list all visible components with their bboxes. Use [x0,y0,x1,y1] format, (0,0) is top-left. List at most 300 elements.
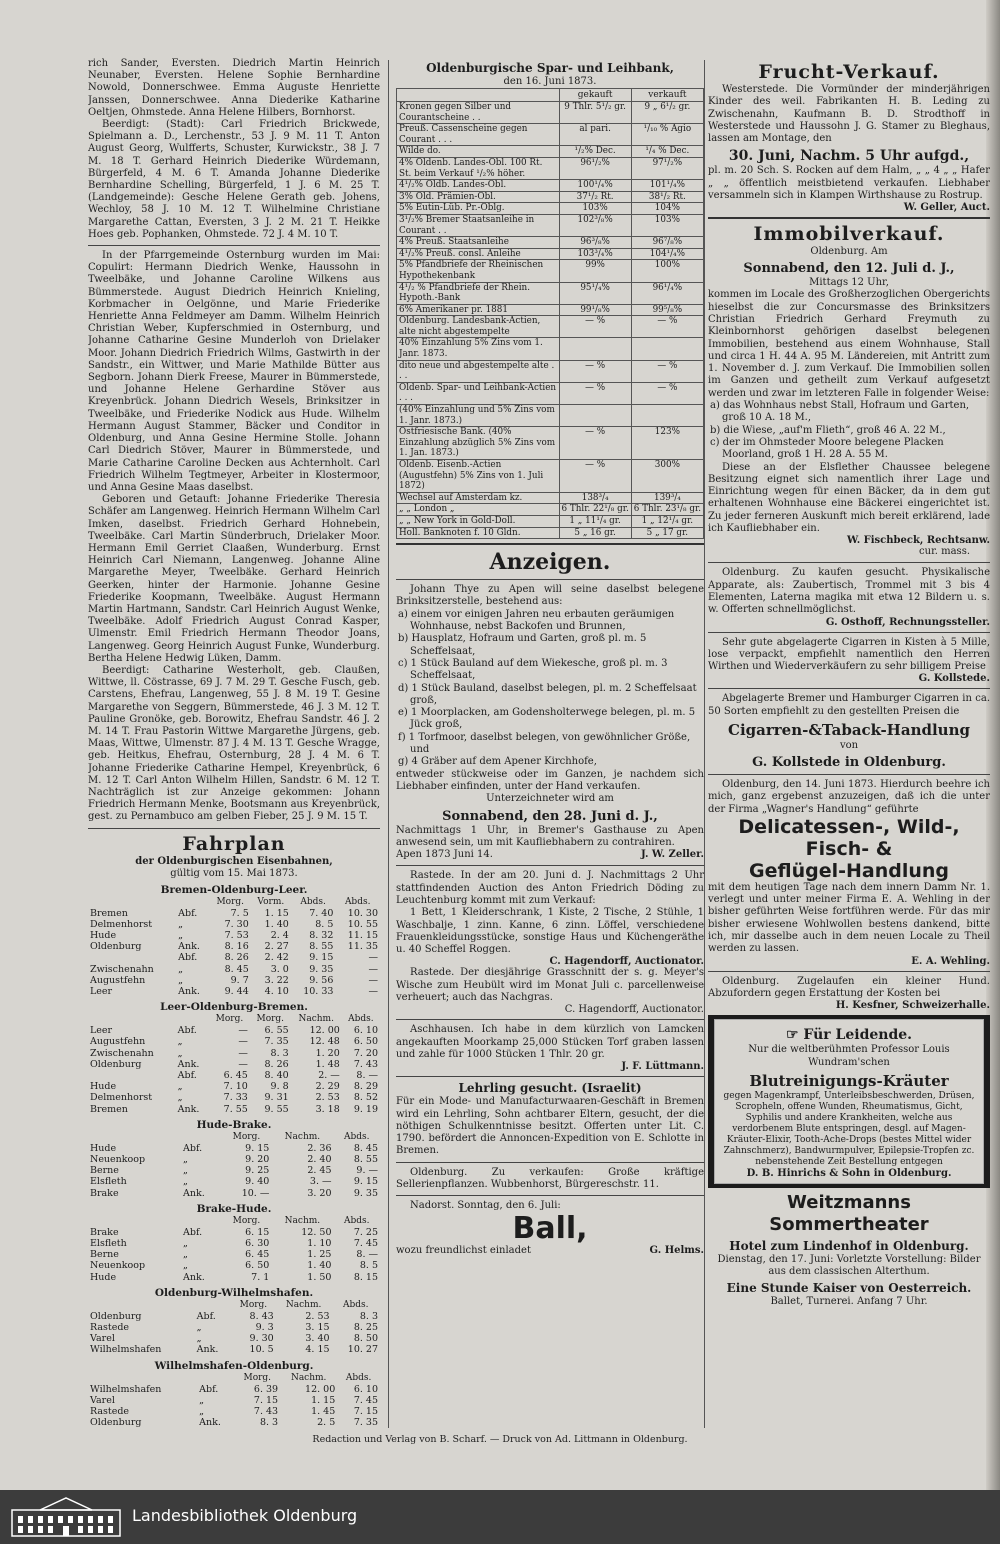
route-row [88,941,380,952]
arr-dep: „ [183,1176,188,1188]
ad-delicatessen-heading1: Delicatessen-, Wild-, Fisch- & [738,815,960,860]
time-cell: 6. 39 [253,1383,279,1395]
time-cell: — [368,952,378,964]
real-estate-date: Sonnabend, den 12. Juli d. J., [743,261,955,277]
time-cell: 8. 5 [359,1260,378,1272]
time-cell: 8. 15 [353,1271,378,1283]
time-cell: 7. 30 [224,918,249,930]
time-cell: 6. 10 [353,1383,378,1395]
route-header-cell: Abds. [345,1372,372,1383]
security-name: Wilde do. [397,146,560,158]
route-row [88,930,380,941]
station-name: Bremen [90,907,128,919]
time-cell: 1. 10 [307,1238,332,1250]
arr-dep: Abf. [196,1310,216,1322]
time-cell: 9. 19 [353,1103,378,1115]
arr-dep: „ [178,974,184,986]
time-cell: 9. 40 [245,1176,270,1188]
time-cell: 1. 50 [307,1271,332,1283]
time-cell: 1. 15 [311,1394,336,1406]
rate-cell: 96³/₈% [559,237,631,249]
bank-row [397,515,704,527]
time-cell: 10. — [241,1187,270,1199]
route-row [88,1048,380,1059]
route-row [88,1143,380,1154]
route-row [88,1238,380,1249]
exchange-rate-table [396,88,704,539]
station-name: Neuenkoop [90,1260,146,1272]
time-cell: 6. 50 [353,1036,378,1048]
rate-cell: 104% [631,203,703,215]
rate-cell: 100% [631,260,703,282]
rate-cell: — % [559,382,631,404]
route-header-cell: Abds. [343,1299,369,1310]
bank-row [397,460,704,493]
rate-cell: — % [631,382,703,404]
fruit-sale-date: 30. Juni, Nachm. 5 Uhr aufgd., [728,148,970,165]
rate-cell: 99% [559,260,631,282]
ad-cigars-signature: G. Kollstede. [918,673,990,685]
rate-cell: 9 Thlr. 5¹/₂ gr. [559,102,631,124]
arr-dep: Abf. [177,1070,197,1082]
route-row [88,1322,380,1333]
route-row [88,964,380,975]
bank-row [397,146,704,158]
route-header-row [88,1014,380,1025]
ad-delicatessen-intro: Oldenburg, den 14. Juni 1873. Hierdurch beehre ich mich, ganz ergebenst anzuzeigen, daß ich die unter der Firma „Wagner's Handlung“ geführte [708,778,990,815]
time-cell: 8. 29 [353,1081,378,1093]
time-cell: 7. 20 [353,1047,378,1059]
station-name: Hude [90,930,117,941]
time-cell: 8. 26 [224,952,249,964]
column-rule [704,60,705,1428]
station-name: Varel [90,1333,115,1345]
real-estate-title: Immobilverkauf. [753,223,945,246]
rate-cell: — % [559,427,631,460]
time-cell: 7. 40 [309,907,334,919]
bank-row [397,282,704,304]
rate-cell: 103³/₄% [559,248,631,260]
time-cell: 12. 00 [309,1025,340,1037]
security-name: Preuß. Cassenscheine gegen Courant . . . [397,124,560,146]
arr-dep: „ [177,1036,183,1048]
time-cell: 8. 26 [264,1058,289,1070]
arr-dep: Abf. [177,1025,197,1037]
security-name: dito neue und abgestempelte alte . . . [397,360,560,382]
time-cell: 10. 27 [347,1344,378,1356]
ad-auction: Rastede. In der am 20. Juni d. J. Nachmittags 2 Uhr stattfindenden Auction des Anton Friedrich Döding zu Leuchtenburg kommt mit zum Verkauf: [396,870,704,906]
ad-blood-heading [721,1027,977,1043]
real-estate-text2: Diese an der Elsflether Chaussee belegene Besitzung eignet sich namentlich ihrer Lage und Einrichtung wegen für einen Bäcker, da in dem gut erhaltenen Wohnhause eine Bäckerei eingerichtet ist. Zu jeder ferneren Auskunft mich bereit erklärend, lade ich Kaufliebhaber ein. [708,461,990,535]
ad-apparatus: Oldenburg. Zu kaufen gesucht. Physikalische Apparate, als: Zaubertisch, Trommel mit 3 bis 4 Elementen, Laterna magika mit etwa 12 Bildern u. s. w. Offerten schnellmöglichst. [708,567,990,616]
route-header-cell: Nachm. [298,1014,334,1025]
list-item: d) 1 Stück Bauland, daselbst belegen, pl. m. 2 Scheffelsaat groß, [398,682,697,706]
rate-cell: 96¹/₂% [559,157,631,179]
ad-property-text2: Unterzeichneter wird am [486,793,614,805]
route-header-cell [181,1216,222,1227]
route-header-cell: Abds. [343,1215,370,1226]
route-header-cell: Morg. [215,1014,244,1025]
route-title: Hude-Brake. [196,1118,272,1131]
time-cell: 7. 33 [223,1092,248,1104]
rate-cell: 104¹/₄% [631,248,703,260]
route-row [88,1384,380,1395]
time-cell: — [238,1047,248,1059]
route-row [88,1188,380,1199]
time-cell: 10. 30 [347,907,378,919]
route-header-cell: Morg. [243,1372,272,1383]
route-row [88,1092,380,1103]
rate-cell: 95¹/₄% [559,282,631,304]
arr-dep: Abf. [183,1142,203,1154]
time-cell: 8. 5 [315,918,334,930]
time-cell: 2. 53 [305,1310,330,1322]
theatre-title: Weitzmanns Sommertheater [769,1191,929,1235]
time-cell: 2. 4 [270,930,289,941]
divider [88,828,380,829]
divider [396,865,704,866]
route-header-cell [88,1216,181,1227]
real-estate-text: kommen im Locale des Großherzoglichen Obergerichts hieselbst die zur Concursmasse des Brinksitzers Christian Friedrich Gerhard Freymuth zu Kleinbornhorst gehörigen daselbst belegenen Immobilien, bestehend aus einem Wohnhause, Stall und circa 1 H. 44 A. 95 M. Ländereien, mit Antritt zum 1. November d. J. zum Verkauf. Die Immobilien sollen im Ganzen und getheilt zum Verkauf aufgesetzt werden und zwar im letzteren Falle in folgender Weise: [708,289,990,399]
time-cell: 7. 43 [353,1058,378,1070]
time-cell: 12. 00 [305,1383,336,1395]
fruit-sale-signature: W. Geller, Auct. [903,202,990,214]
time-cell: 2. 53 [315,1092,340,1104]
security-name: „ „ New York in Gold-Doll. [397,515,560,527]
security-name: 4¹/₂ % Pfandbriefe der Rhein. Hypoth.-Bank [397,282,560,304]
bank-date: den 16. Juni 1873. [503,76,597,87]
bank-row [397,405,704,427]
station-name: Leer [90,1025,113,1037]
real-estate-items [708,400,990,461]
station-name: Elsfleth [90,1238,127,1250]
route-header-cell: Morg. [256,1014,285,1025]
rate-cell: ¹/₄ % Dec. [631,146,703,158]
ad-blood-purifier [708,1015,990,1188]
divider [396,579,704,580]
column-left [88,58,380,1430]
time-cell: 9. 15 [309,952,334,964]
rate-cell: 139³/₄ [631,492,703,504]
divider [396,1019,704,1020]
time-cell: 3. — [309,1176,332,1188]
time-cell: 3. 15 [305,1322,330,1334]
route-header-row [88,1216,380,1227]
real-estate-place: Oldenburg. Am [810,246,888,258]
time-cell: 4. 15 [305,1344,330,1356]
station-name: Zwischenahn [90,963,154,975]
bank-row [397,427,704,460]
time-cell: 1. 48 [315,1058,340,1070]
station-name: Neuenkoop [90,1154,146,1166]
bank-row [397,203,704,215]
ad-blood-title: Blutreinigungs-Kräuter [749,1071,949,1090]
security-name: 4¹/₂% Preuß. consl. Anleihe [397,248,560,260]
rate-cell: 138³/₄ [559,492,631,504]
divider [396,543,704,545]
station-name: Leer [90,986,113,998]
rate-cell: 101¹/₄% [631,180,703,192]
ad-dog: Oldenburg. Zugelaufen ein kleiner Hund. Abzufordern gegen Erstattung der Kosten bei [708,975,990,999]
route-row [88,975,380,986]
time-cell: — [368,974,378,986]
ad-delicatessen-heading2: Geflügel-Handlung [749,859,949,882]
security-name: 3% Old. Prämien-Obl. [397,191,560,203]
route-table [88,1300,380,1356]
church-records-3: In der Pfarrgemeinde Osternburg wurden im Mai: Copulirt: Hermann Diedrich Wenke, Haussohn in Tweelbäke, und Johanne Caroline Wilkens aus Bümmerstede. August Diedrich Heinrich Knieling, Korbmacher in Oelgönne, und Marie Friederike Henriette Anna Feldmeyer am Damm. Wilhelm Heinrich Christian Weber, Kupferschmied in Osternburg, und Johanne Catharine Gesine Munderloh von Drielaker Moor. Johann Diedrich Friedrich Wilms, Gastwirth in der Sandstr., ein Wittwer, und Marie Mathilde Bütter aus Segborn. Johann Dierk Freese, Maurer in Bümmerstede, und Johanne Helene Gerhardine Stöver aus Kreyenbrück. Johann Diedrich Wesels, Brinksitzer in Tweelbäke, und Friederike Nodick aus Hude. Wilhelm Hermann August Stammer, Bäcker und Conditor in Oldenburg, und Anna Gesine Hermine Stolle. Johann Carl Diedrich Stöver, Maurer in Bümmerstede, und Marie Catharine Caroline Decken aus Achternholt. Carl Friedrich Wilhelm Tegtmeyer, Arbeiter in Klostermoor, und Anna Gesine Maas daselbst. [88,250,380,493]
route-table [88,1373,380,1429]
divider [396,1195,704,1196]
ad-ball-signature-row [396,1245,704,1257]
time-cell: 1. 40 [264,918,289,930]
route-header-cell: Nachm. [284,1215,321,1226]
rate-cell: ¹/₂% Dec. [559,146,631,158]
station-name: Zwischenahn [90,1047,154,1059]
column-right [708,58,990,1430]
rate-cell: 96⁷/₈% [631,237,703,249]
list-item: c) 1 Stück Bauland auf dem Wiekesche, groß pl. m. 3 Scheffelsaat, [398,657,668,682]
arr-dep: „ [199,1394,205,1406]
list-item: c) der im Ohmsteder Moore belegene Placken Moorland, groß 1 H. 28 A. 55 M. [710,436,944,461]
route-row [88,1059,380,1070]
station-name: Augustfehn [90,974,146,986]
arr-dep: Ank. [199,1417,221,1429]
route-row [88,1025,380,1036]
rate-cell: 102³/₈% [559,214,631,236]
ad-cigars2-von: von [839,739,859,751]
list-item: f) 1 Torfmoor, daselbst belegen, von gewöhnlicher Größe, und [398,731,691,756]
rate-cell: 123% [631,427,703,460]
security-name: Kronen gegen Silber und Courantscheine . . [397,102,560,124]
route-table [88,1216,380,1283]
time-cell: 7. 53 [224,930,249,941]
time-cell: 8. 45 [353,1142,378,1154]
route-row [88,1406,380,1417]
ad-ball-signature: G. Helms. [649,1244,704,1256]
time-cell: — [238,1058,248,1070]
divider [708,562,990,563]
time-cell: 9. 20 [245,1154,270,1166]
time-cell: 7. 45 [353,1394,378,1406]
time-cell: 7. 45 [353,1238,378,1250]
time-cell: 7. 35 [264,1036,289,1048]
route-title: Bremen-Oldenburg-Leer. [160,883,308,896]
bank-row [397,180,704,192]
time-cell: 9. 15 [245,1142,270,1154]
church-records-5: Beerdigt: Catharine Westerholt, geb. Claußen, Wittwe, ll. Cöstrasse, 69 J. 7 M. 29 T. Gesche Fusch, geb. Carstens, Ehefrau, Langenweg, 55 J. 8 M. 19 T. Gesine Margarethe von Seggern, Bümmerstede, 46 J. 3 M. 12 T. Pauline Gronöke, geb. Borowitz, Ehefrau Sandstr. 46 J. 2 M. 14 T. Frau Pastorin Wittwe Margarethe Jürgens, geb. Maas, Wittwe, Ulmenstr. 87 J. 4 M. 13 T. Gesche Wragge, geb. Heitkus, Ehefrau, Osternburg, 28 J. 4 M. 6 T. Johanne Friederike Catharine Hempel, Kreyenbrück, 6 M. 12 T. Carl Anton Wilhelm Hillen, Sandstr. 6 M. 12 T. Nachträglich ist zur Anzeige gekommen: Johann Friedrich Hermann Menke, Bootsmann aus Kreyenbrück, gest. zu Pernambuco am gelben Fieber, 25 J. 9 M. 15 T. [88,664,380,823]
ad-property-signature-row [396,849,704,861]
time-cell: 9. 8 [270,1081,289,1093]
time-cell: 7. 35 [353,1417,378,1429]
time-cell: 10. 5 [249,1344,274,1356]
timetable-routes [88,884,380,1430]
bank-row [397,214,704,236]
station-name: Hude [90,1142,117,1154]
route-row [88,1395,380,1406]
station-name: Oldenburg [90,1417,142,1429]
time-cell: 10. 33 [303,986,334,998]
time-cell: 8. 50 [353,1333,378,1345]
station-name: Delmenhorst [90,1092,153,1104]
route-header-cell: Nachm. [285,1299,322,1310]
time-cell: 2. 36 [307,1142,332,1154]
rate-cell: — % [559,360,631,382]
rate-cell: 99⁵/₈% [631,304,703,316]
arr-dep: Ank. [178,986,200,998]
route-title: Brake-Hude. [196,1202,272,1215]
bank-row [397,191,704,203]
time-cell: 3. 0 [270,963,289,975]
station-name: Oldenburg [90,941,142,953]
ad-celery: Oldenburg. Zu verkaufen: Große kräftige Sellerienpflanzen. Wubbenhorst, Bürgereschstr. 11. [396,1166,704,1191]
list-item: a) einem vor einigen Jahren neu erbauten geräumigen Wohnhause, nebst Backofen und Brunnen, [398,608,675,633]
station-name: Delmenhorst [90,918,153,930]
arr-dep: Ank. [177,1103,200,1115]
bank-row [397,492,704,504]
time-cell: 6. 50 [245,1260,270,1272]
ad-property-items [396,609,704,769]
arr-dep: Abf. [178,907,198,919]
time-cell: 6. 15 [245,1226,270,1238]
route-row [88,1344,380,1355]
arr-dep: „ [177,1092,183,1104]
route-row [88,952,380,963]
rate-cell: 5 „ 16 gr. [559,527,631,539]
time-cell: 8. 52 [353,1092,378,1104]
time-cell: 9. 55 [264,1103,289,1115]
rate-cell [559,405,631,427]
divider [396,1076,704,1077]
arr-dep: „ [196,1322,202,1334]
time-cell: 7. 5 [230,907,249,919]
security-name: (40% Einzahlung und 5% Zins vom 1. Janr. 1873.) [397,405,560,427]
ad-delicatessen-text: mit dem heutigen Tage nach dem innern Damm Nr. 1. verlegt und unter meiner Firma E. A. Wehling in der bisher geführten Weise fortführen werde. Für das mir bisher erwiesene Wohlwollen bestens dankend, bitte ich, mir dasselbe auch in dem neuen Locale zu Theil werden zu lassen. [708,881,990,955]
pointing-hand-icon: ☞ [785,1027,804,1044]
bank-row [397,382,704,404]
ad-cigars2: Abgelagerte Bremer und Hamburger Cigarren in ca. 50 Sorten empfiehlt zu den gestellten Preisen die [708,693,990,717]
route-header-cell [176,1014,209,1025]
time-cell: 9. 30 [249,1333,274,1345]
time-cell: 9. 25 [245,1165,270,1177]
ad-cigars: Sehr gute abgelagerte Cigarren in Kisten à 5 Mille, lose verpackt, empfiehlt namentlich den Herren Wirthen und Wiederverkäufern zu sehr billigem Preise [708,636,990,673]
bank-row [397,260,704,282]
route-row [88,1036,380,1047]
bank-title: Oldenburgische Spar- und Leihbank, [426,61,674,75]
station-name: Berne [90,1249,119,1261]
route-header-cell: Nachm. [284,1131,321,1142]
station-name: Augustfehn [90,1036,146,1048]
arr-dep: Abf. [178,952,198,964]
time-cell: 8. 40 [264,1070,289,1082]
security-name: Holl. Banknoten f. 10 Gldn. [397,527,560,539]
fruit-sale-title: Frucht-Verkauf. [758,61,940,83]
time-cell: 6. 55 [264,1025,289,1037]
timetable-subtitle: der Oldenburgischen Eisenbahnen, [135,855,333,867]
station-name: Hude [90,1271,117,1283]
time-cell: 1. 45 [311,1406,336,1418]
arr-dep: „ [196,1333,202,1345]
time-cell: 6. 10 [353,1025,378,1037]
route-table [88,1132,380,1199]
route-row [88,1272,380,1283]
rate-cell: 5 „ 17 gr. [631,527,703,539]
rate-cell: 103% [559,203,631,215]
time-cell: 6. 30 [245,1238,270,1250]
ad-delicatessen-signature: E. A. Wehling. [911,955,990,967]
list-item: a) das Wohnhaus nebst Stall, Hofraum und Garten, groß 10 A. 18 M., [710,400,970,424]
rate-cell: — % [559,460,631,493]
route-row [88,1070,380,1081]
time-cell: 2. — [318,1070,340,1082]
ad-apprentice: Für ein Mode- und Manufacturwaaren-Geschäft in Bremen wird ein Lehrling, Sohn achtbarer Eltern, gesucht, der die nöthigen Schulkenntnisse besitzt. Offerten unter Lit. C. 1790. befördert die Annoncen-Expedition von E. Schlotte in Bremen. [396,1096,704,1157]
route-title: Wilhelmshafen-Oldenburg. [154,1359,314,1372]
bank-row [397,527,704,539]
ad-ball-heading: Ball, [512,1210,588,1246]
route-header-cell: Abds. [343,1131,370,1142]
security-name: 5% Eutin-Lüb. Pr.-Oblg. [397,203,560,215]
arr-dep: „ [178,963,184,975]
time-cell: 3. 20 [307,1187,332,1199]
time-cell: 2. 27 [264,941,289,953]
station-name [88,1070,176,1081]
time-cell: 9. 56 [309,974,334,986]
route-header-cell [88,1300,195,1311]
security-name: Oldenburg. Landesbank-Actien, alte nicht abgestempelte [397,316,560,338]
route-row [88,1417,380,1428]
time-cell: 2. 42 [264,952,289,964]
rate-cell: 1 „ 11¹/₄ gr. [559,515,631,527]
time-cell: 9. 44 [224,986,249,998]
time-cell: 9. 31 [264,1092,289,1104]
arr-dep: Abf. [183,1226,203,1238]
route-header-cell: Abds. [300,896,326,907]
rate-cell: 1 „ 12¹/₄ gr. [631,515,703,527]
route-row [88,1227,380,1238]
time-cell: 7. 15 [253,1394,279,1406]
column-middle [396,58,704,1430]
arr-dep: Abf. [199,1383,219,1395]
ads-title: Anzeigen. [489,549,611,576]
time-cell: 8. 43 [249,1310,274,1322]
time-cell: 6. 45 [223,1070,248,1082]
time-cell: 8. — [356,1070,378,1082]
timetable-validity: gültig vom 15. Mai 1873. [170,867,298,879]
route-header-cell [88,1373,197,1384]
ad-cigars2-heading: Cigarren-&Taback-Handlung [728,720,970,739]
arr-dep: „ [183,1154,188,1166]
time-cell: 1. 20 [315,1047,340,1059]
rate-cell: 100¹/₄% [559,180,631,192]
route-header-cell [176,897,210,908]
rate-cell: — % [631,316,703,338]
rate-cell: 38¹/₂ Rt. [631,191,703,203]
ad-auction-items: 1 Bett, 1 Kleiderschrank, 1 Kiste, 2 Tische, 2 Stühle, 1 Waschbalje, 1 zinn. Kanne, 6 zinn. Löffel, verschiedene Frauenkleidungsstücke, sonstige Haus und Küchengeräthe u. 40 Scheffel Roggen. [396,907,704,956]
rate-cell [559,338,631,360]
ad-cigars2-name: G. Kollstede in Oldenburg. [752,754,946,770]
station-name: Brake [90,1187,119,1199]
route-header-cell [197,1373,234,1384]
theatre-subtitle: Hotel zum Lindenhof in Oldenburg. [729,1238,969,1253]
time-cell: 9. 35 [309,963,334,975]
ad-apparatus-signature: G. Osthoff, Rechnungssteller. [825,616,990,628]
security-name: 6% Amerikaner pr. 1881 [397,304,560,316]
route-header-row [88,1373,380,1384]
station-name: Wilhelmshafen [90,1383,162,1395]
rate-cell: 9 „ 6¹/₂ gr. [631,102,703,124]
route-header-cell: Morg. [239,1299,268,1310]
list-item: e) 1 Moorplacken, am Godensholterwege belegen, pl. m. 5 Jück groß, [398,707,696,731]
bank-header-cell: gekauft [559,89,631,102]
